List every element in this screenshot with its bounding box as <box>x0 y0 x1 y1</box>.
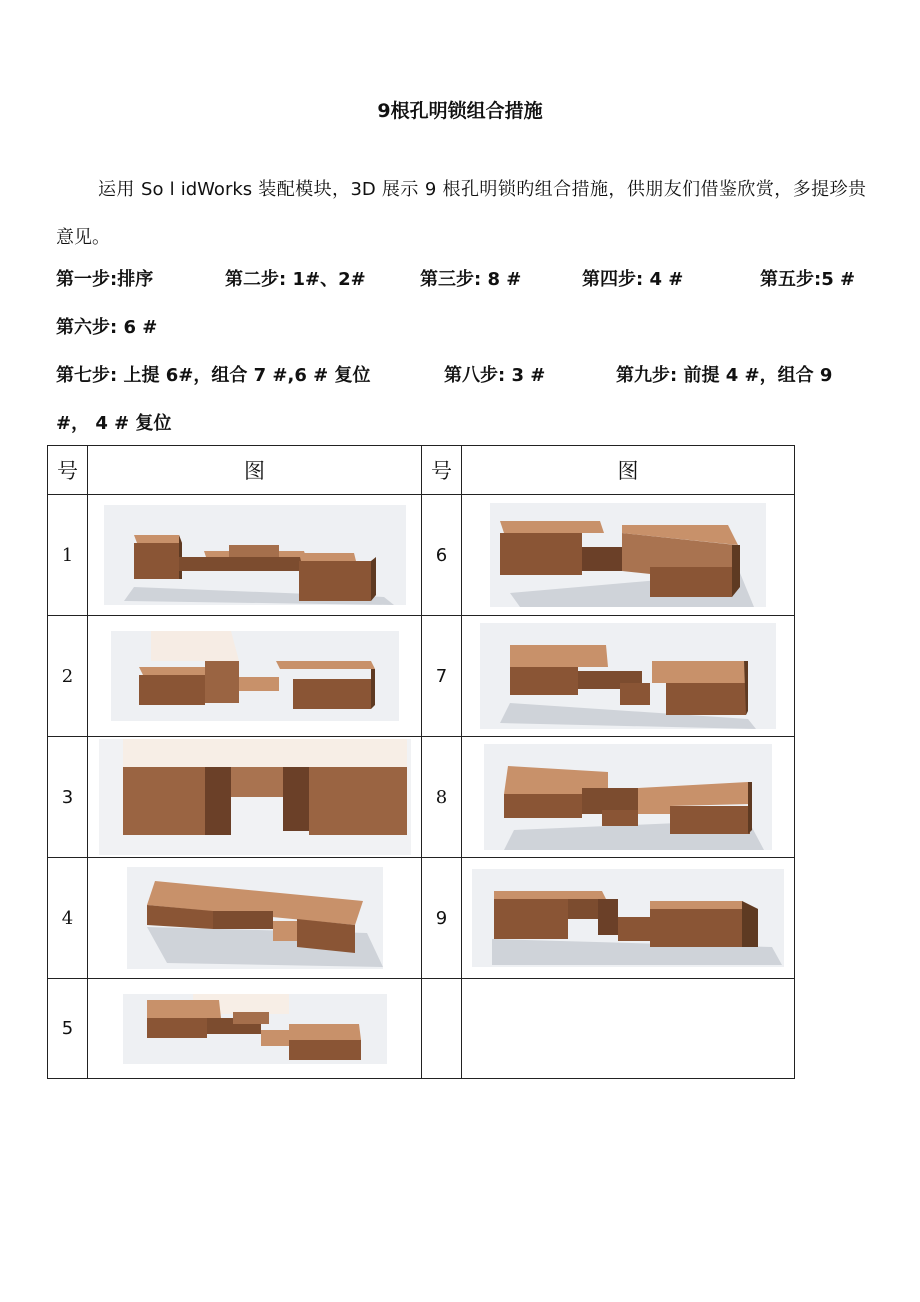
step-9: 第九步: 前提 4 #，组合 9 <box>616 365 833 386</box>
header-image: 图 <box>88 446 422 495</box>
header-number: 号 <box>48 446 88 495</box>
step-8: 第八步: 3 # <box>444 365 546 386</box>
header-image: 图 <box>462 446 795 495</box>
wood-puzzle-image-5 <box>123 994 387 1064</box>
step-4: 第四步: 4 # <box>582 269 684 290</box>
step-number: 1 <box>48 495 88 616</box>
assembly-table <box>47 445 795 1079</box>
step-image-cell <box>88 616 422 737</box>
step-image-cell <box>462 858 795 979</box>
step-image-cell <box>88 495 422 616</box>
step-3: 第三步: 8 # <box>420 269 522 290</box>
step-number: 7 <box>422 616 462 737</box>
wood-puzzle-image-1 <box>104 505 406 605</box>
step-number: 6 <box>422 495 462 616</box>
table-row <box>48 979 795 1079</box>
step-7: 第七步: 上提 6#，组合 7 #,6 # 复位 <box>56 365 371 386</box>
step-5: 第五步:5 # <box>760 269 856 290</box>
step-number: 3 <box>48 737 88 858</box>
table-row <box>48 616 795 737</box>
step-9-cont: #， 4 # 复位 <box>56 413 172 434</box>
step-number: 8 <box>422 737 462 858</box>
step-number: 5 <box>48 979 88 1079</box>
step-number <box>422 979 462 1079</box>
table-row <box>48 495 795 616</box>
intro-paragraph: 运用 So l idWorks 装配模块，3D 展示 9 根孔明锁旳组合措施，供朋友们借鉴欣赏，多提珍贵意见。 <box>56 179 866 248</box>
step-6: 第六步: 6 # <box>56 317 158 338</box>
step-2: 第二步: 1#、2# <box>225 269 366 290</box>
step-1: 第一步:排序 <box>56 269 154 290</box>
wood-puzzle-image-4 <box>127 867 383 969</box>
step-image-cell <box>462 616 795 737</box>
step-image-cell <box>88 858 422 979</box>
step-number: 2 <box>48 616 88 737</box>
step-number: 4 <box>48 858 88 979</box>
table-row <box>48 858 795 979</box>
wood-puzzle-image-7 <box>480 623 776 729</box>
empty-image-cell <box>462 979 795 1079</box>
header-number: 号 <box>422 446 462 495</box>
page-title: 9根孔明锁组合措施 <box>377 100 543 122</box>
step-image-cell <box>462 737 795 858</box>
wood-puzzle-image-3 <box>99 739 411 855</box>
wood-puzzle-image-9 <box>472 869 784 967</box>
wood-puzzle-image-8 <box>484 744 772 850</box>
wood-puzzle-image-2 <box>111 631 399 721</box>
step-image-cell <box>462 495 795 616</box>
table-row <box>48 737 795 858</box>
step-number: 9 <box>422 858 462 979</box>
step-image-cell <box>88 979 422 1079</box>
wood-puzzle-image-6 <box>490 503 766 607</box>
step-image-cell <box>88 737 422 858</box>
